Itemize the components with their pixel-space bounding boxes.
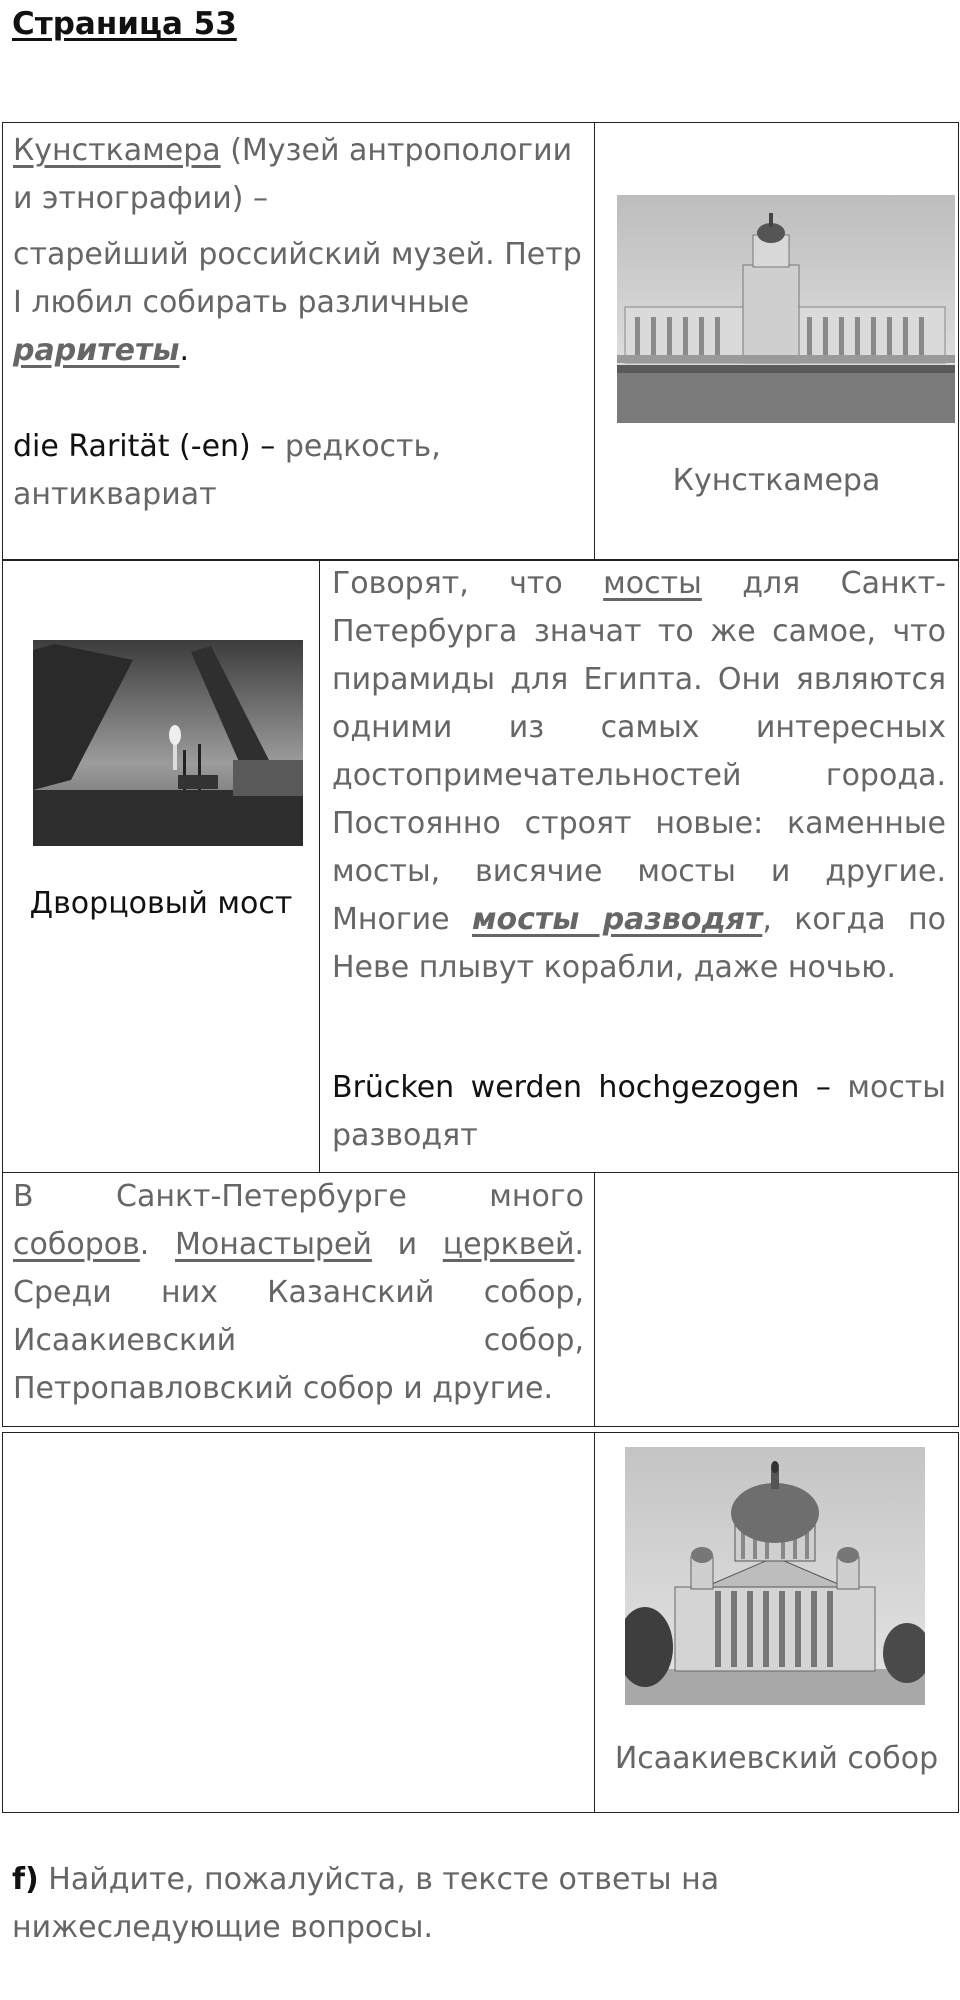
german-term: die Rarität (-en) – [13,429,276,464]
bridges-text-start: Говорят, что [332,566,604,601]
kunstkamera-vocab [13,423,582,519]
word-monasteries: Монастырей [175,1227,372,1262]
translation: редкость, антиквариат [13,429,441,512]
question-f [12,1856,942,1952]
kunstkamera-photo-icon [617,195,955,423]
kunstkamera-block [2,122,959,561]
cathedrals-text [3,1173,594,1413]
isaac-cathedral-photo-icon [625,1447,925,1705]
cathedrals-text-block [2,1172,959,1427]
cathedrals-text-4: . Среди них Казанский собор, Исаакиевский собор, Петропавловский собор и другие. [13,1227,584,1406]
word-churches: церквей [442,1227,575,1262]
kunstkamera-link: Кунсткамера [13,133,221,168]
question-label: f) [12,1862,39,1897]
isaac-empty-cell [3,1433,595,1813]
bridges-text [320,560,958,992]
german-term: Brücken werden hochgezogen – [332,1070,831,1105]
kunstkamera-paragraph [13,231,582,375]
page-title: Страница 53 [12,6,237,42]
question-text: Найдите, пожалуйста, в тексте ответы на нижеследующие вопросы. [12,1862,720,1945]
cathedrals-text-cell [3,1173,595,1427]
cathedrals-text-3: и [371,1227,443,1262]
kunstkamera-text [3,123,594,519]
kunstkamera-desc: (Музей антропологии и этнографии) – [13,133,573,216]
phrase-bridges-raised: мосты разводят [471,902,763,937]
rare-word: раритеты [13,333,180,368]
kunstkamera-text-cell [3,123,595,561]
bridges-text-cell [320,560,959,1173]
bridges-vocab [320,1064,958,1160]
kunstkamera-image-cell [595,123,959,561]
bridge-caption: Дворцовый мост [29,886,293,921]
bridges-text-middle: для Санкт-Петербурга значат то же самое, что пирамиды для Египта. Они являются одними из самых интересных достопримечательностей города. Постоянно строят новые: каменные мосты, висячие мосты и другие. Многие [332,566,946,937]
cathedrals-empty-cell [595,1173,959,1427]
palace-bridge-photo-icon [33,640,303,846]
isaac-image-cell [595,1433,959,1813]
bridges-block [2,559,959,1173]
cathedrals-text-1: В Санкт-Петербурге много [13,1179,584,1214]
bridge-image-cell [3,560,320,1173]
period: . [179,333,190,368]
kunstkamera-line: старейший российский музей. Петр I любил собирать различные [13,237,582,320]
isaac-caption: Исаакиевский собор [614,1741,939,1776]
word-cathedrals: соборов [13,1227,140,1262]
kunstkamera-caption: Кунсткамера [672,463,881,498]
cathedrals-text-2: . [139,1227,176,1262]
word-bridges: мосты [603,566,702,601]
translation: мосты разводят [332,1070,946,1153]
isaac-block [2,1432,959,1813]
bridges-text-end: , когда по Неве плывут корабли, даже ночью. [332,902,946,985]
